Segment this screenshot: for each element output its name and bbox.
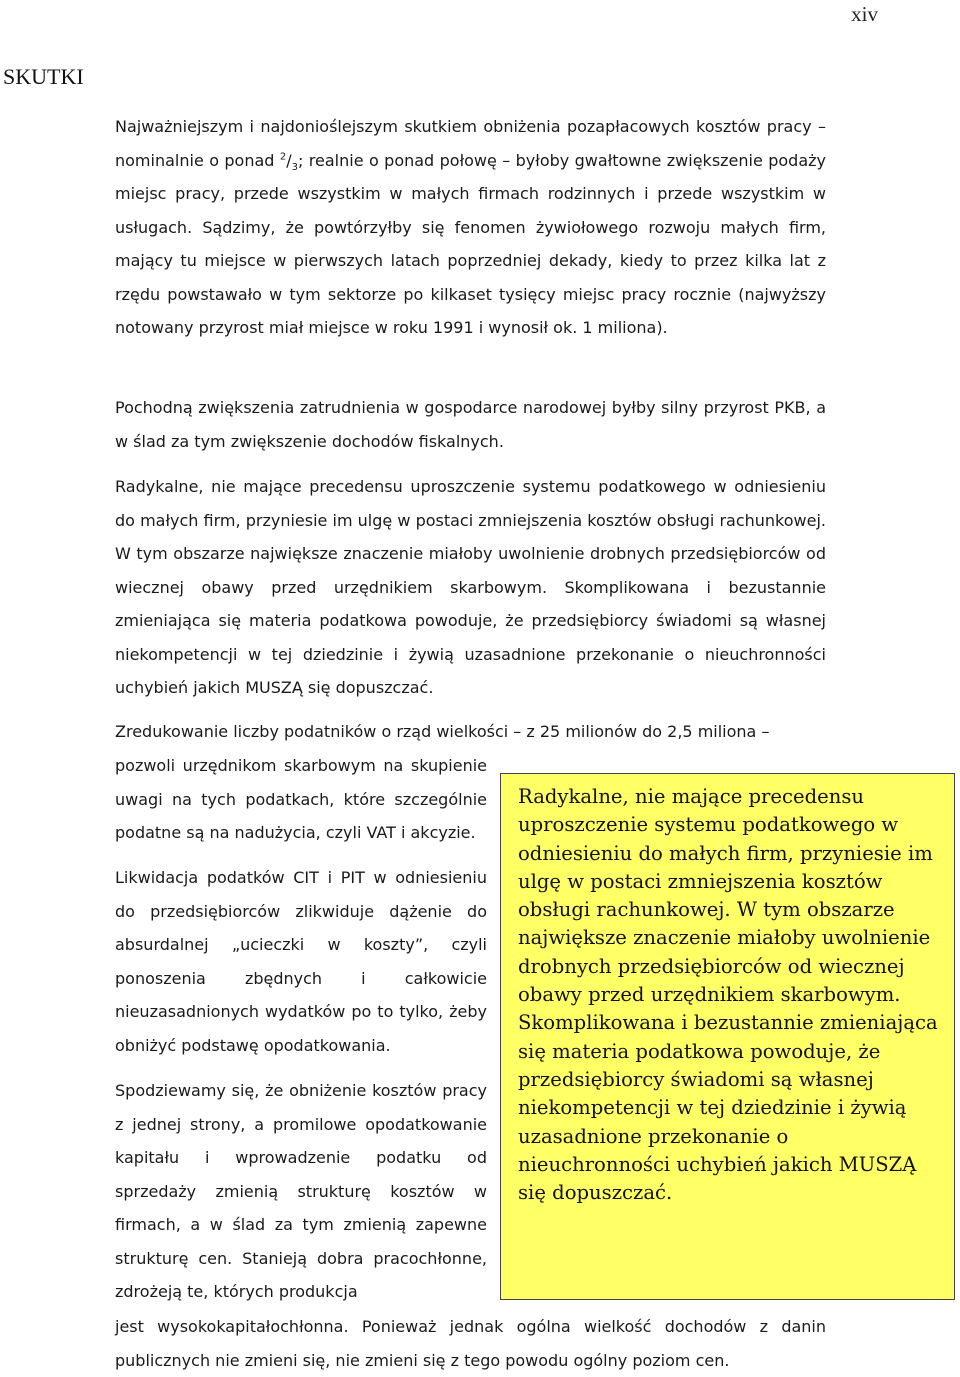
paragraph-costs: Spodziewamy się, że obniżenie kosztów pracy z jednej strony, a promilowe opodatkowanie kapitału i wprowadzenie podatku od sprzedaży zmienią strukturę kosztów w firmach, a w ślad za tym zmienią zapewne strukturę cen. Stanieją dobra pracochłonne, zdrożeją te, których produkcja (115, 1081, 487, 1301)
paragraph-effects: Najważniejszym i najdonioślejszym skutkiem obniżenia pozapłacowych kosztów pracy – nominalnie o ponad $^2/_3$; realnie o ponad połowę – byłoby gwałtowne zwiększenie podaży miejsc pracy, przede wszystkim w małych firmach rodzinnych i przede wszystkim w usługach. Sądzimy, że powtórzyłby się fenomen żywiołowego rozwoju małych firm, mający tu miejsce w pierwszych latach poprzedniej dekady, kiedy to przez kilka lat z rzędu powstawało w tym sektorze po kilkaset tysięcy miejsc pracy rocznie (najwyższy notowany przyrost miał miejsce w roku 1991 i wynosił ok. 1 miliona). (115, 117, 827, 337)
fraction-numerator: 2 (279, 151, 287, 163)
paragraph-gdp: Pochodną zwiększenia zatrudnienia w gospodarce narodowej byłby silny przyrost PKB, a w ślad za tym zwiększenie dochodów fiskalnych. (115, 398, 826, 451)
page-number: xiv (851, 2, 878, 26)
paragraph-effects-text-a: Najważniejszym i najdonioślejszym skutkiem obniżenia pozapłacowych kosztów pracy – nominalnie o ponad (115, 117, 826, 170)
paragraph-taxpayers-rest: pozwoli urzędnikom skarbowym na skupienie uwagi na tych podatkach, które szczególnie podatne są na nadużycia, czyli VAT i akcyzie. (115, 756, 487, 842)
paragraph-taxpayers-line: Zredukowanie liczby podatników o rząd wielkości – z 25 milionów do 2,5 miliona – (115, 722, 770, 741)
section-heading: SKUTKI (3, 64, 84, 89)
callout-box (500, 773, 955, 1300)
paragraph-costs-continued: jest wysokokapitałochłonna. Ponieważ jednak ogólna wielkość dochodów z danin publicznych nie zmieni się, nie zmieni się z tego powodu ogólny poziom cen. (115, 1317, 826, 1370)
paragraph-cit-pit: Likwidacja podatków CIT i PIT w odniesieniu do przedsiębiorców zlikwiduje dążenie do absurdalnej „ucieczki w koszty”, czyli ponoszenia zbędnych i całkowicie nieuzasadnionych wydatków po to tylko, żeby obniżyć podstawę opodatkowania. (115, 868, 487, 1055)
fraction-denominator: 3 (291, 161, 298, 173)
paragraph-simplification: Radykalne, nie mające precedensu uproszczenie systemu podatkowego w odniesieniu do małych firm, przyniesie im ulgę w postaci zmniejszenia kosztów obsługi rachunkowej. W tym obszarze największe znaczenie miałoby uwolnienie drobnych przedsiębiorców od wiecznej obawy przed urzędnikiem skarbowym. Skomplikowana i bezustannie zmieniająca się materia podatkowa powoduje, że przedsiębiorcy świadomi są własnej niekompetencji w tej dziedzinie i żywią uzasadnione przekonanie o nieuchronności uchybień jakich MUSZĄ się dopuszczać. (115, 477, 826, 697)
paragraph-effects-text-b: ; realnie o ponad połowę – byłoby gwałtowne zwiększenie podaży miejsc pracy, przede wszystkim w małych firmach rodzinnych i przede wszystkim w usługach. Sądzimy, że powtórzyłby się fenomen żywiołowego rozwoju małych firm, mający tu miejsce w pierwszych latach poprzedniej dekady, kiedy to przez kilka lat z rzędu powstawało w tym sektorze po kilkaset tysięcy miejsc pracy rocznie (najwyższy notowany przyrost miał miejsce w roku 1991 i wynosił ok. 1 miliona). (115, 150, 827, 337)
callout-text: Radykalne, nie mające precedensu uproszczenie systemu podatkowego w odniesieniu do małych firm, przyniesie im ulgę w postaci zmniejszenia kosztów obsługi rachunkowej. W tym obszarze największe znaczenie miałoby uwolnienie drobnych przedsiębiorców od wiecznej obawy przed urzędnikiem skarbowym. Skomplikowana i bezustannie zmieniająca się materia podatkowa powoduje, że przedsiębiorcy świadomi są własnej niekompetencji w tej dziedzinie i żywią uzasadnione przekonanie o nieuchronności uchybień jakich MUSZĄ się dopuszczać. (518, 785, 938, 1205)
